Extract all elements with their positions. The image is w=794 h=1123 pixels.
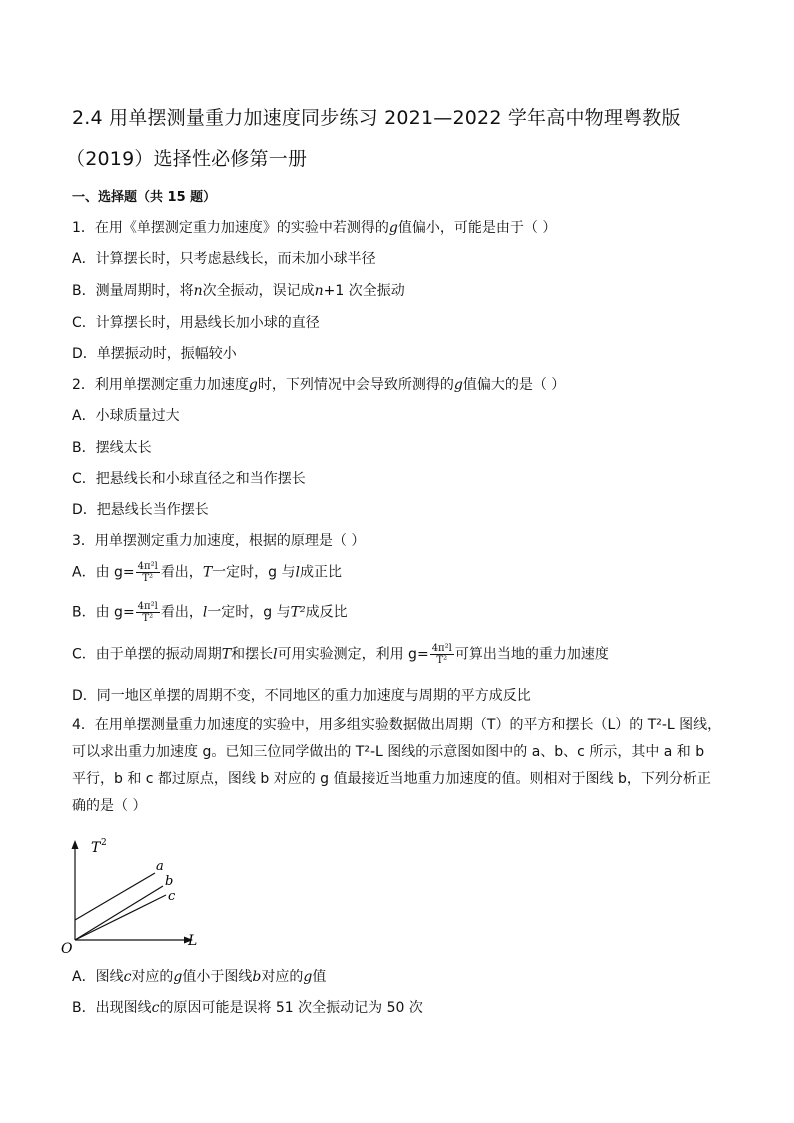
q3-option-b: B．由 g= $\frac{\text{4π²l}}{\text{T²}}$ 看出，l一定时，g 与T²成反比: [72, 601, 348, 624]
line-a-label: a: [156, 859, 164, 874]
line-b-label: b: [165, 874, 174, 889]
title-line-1: 2.4 用单摆测量重力加速度同步练习 2021—2022 学年高中物理粤教版: [72, 107, 681, 129]
q3-option-a: A．由 g= $\frac{\text{4π²l}}{\text{T²}}$ 看出，T一定时，g 与l成正比: [72, 561, 342, 584]
line-c: [75, 895, 166, 940]
formula-fraction: $\frac{\text{4π²l}}{\text{T²}}$: [431, 643, 452, 666]
q1-option-c: C．计算摆长时，用悬线长加小球的直径: [72, 315, 320, 331]
q3-stem: 3．用单摆测定重力加速度，根据的原理是（ ）: [72, 533, 366, 549]
formula-fraction: $\frac{\text{4π²l}}{\text{T²}}$: [137, 601, 158, 624]
line-c-label: c: [168, 889, 176, 904]
q2-option-c: C．把悬线长和小球直径之和当作摆长: [72, 471, 306, 487]
q2-stem: 2．利用单摆测定重力加速度g时，下列情况中会导致所测得的g值偏大的是（ ）: [72, 377, 566, 393]
title-line-2: （2019）选择性必修第一册: [66, 148, 308, 170]
q3-option-d: D．同一地区单摆的周期不变，不同地区的重力加速度与周期的平方成反比: [72, 688, 531, 704]
x-axis-label: L: [188, 933, 198, 949]
q1-stem: 1．在用《单摆测定重力加速度》的实验中若测得的g值偏小，可能是由于（ ）: [72, 220, 557, 236]
q2-option-a: A．小球质量过大: [72, 408, 180, 424]
y-axis-arrow: [72, 840, 79, 849]
q4-stem: 4．在用单摆测量重力加速度的实验中，用多组实验数据做出周期（T）的平方和摆长（L）的 T²-L 图线，可以求出重力加速度 g。已知三位同学做出的 T²-L 图线的示意图如图中的 a、b、c 所示，其中 a 和 b 平行，b 和 c 都过原点，图线 b 对应的 g 值最接近当地重力加速度的值。则相对于图线 b，下列分析正确的是（ ）: [72, 717, 722, 814]
t2-l-graph: [60, 835, 220, 955]
line-a: [75, 873, 155, 920]
section-heading: 一、选择题（共 15 题）: [72, 190, 217, 205]
q3-option-c: C．由于单摆的振动周期T和摆长l可用实验测定，利用 g= $\frac{\text{4π²l}}{\text{T²}}$ 可算出当地的重力加速度: [72, 643, 609, 666]
q1-option-a: A．计算摆长时，只考虑悬线长，而未加小球半径: [72, 251, 376, 267]
q4-option-b: B．出现图线c的原因可能是误将 51 次全振动记为 50 次: [72, 1000, 423, 1016]
q2-option-d: D．把悬线长当作摆长: [72, 502, 209, 518]
y-axis-label: T: [91, 840, 101, 856]
q1-option-d: D．单摆振动时，振幅较小: [72, 346, 237, 362]
y-axis-label-sup: 2: [101, 838, 107, 848]
origin-label: O: [61, 941, 73, 955]
formula-fraction: $\frac{\text{4π²l}}{\text{T²}}$: [137, 561, 158, 584]
q2-option-b: B．摆线太长: [72, 440, 152, 456]
q4-option-a: A．图线c对应的g值小于图线b对应的g值: [72, 969, 327, 985]
q1-option-b: B．测量周期时，将n次全振动，误记成n+1 次全振动: [72, 283, 405, 299]
